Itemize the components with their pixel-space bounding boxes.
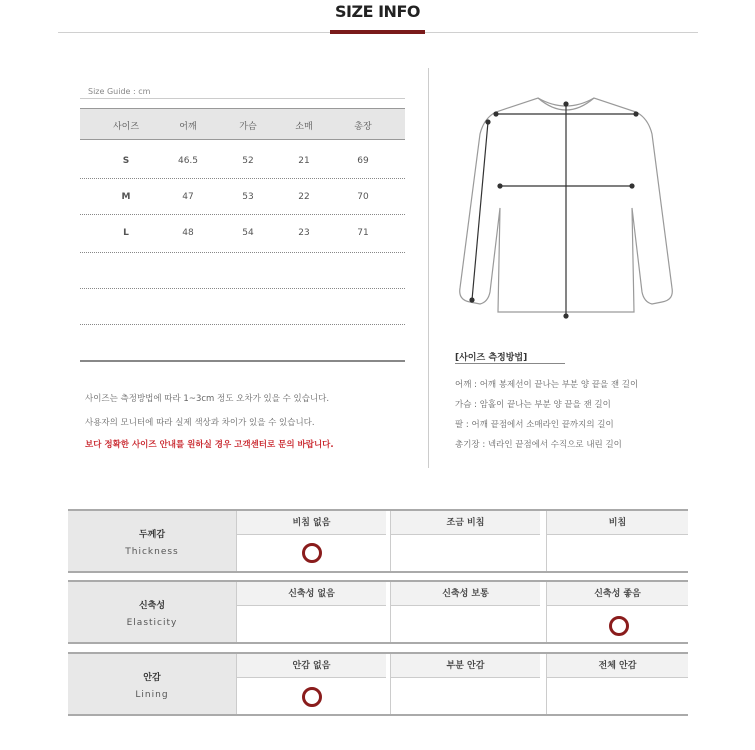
property-label-en: Thickness [125, 547, 179, 557]
property-option [236, 582, 386, 642]
method-title: [사이즈 측정방법] [455, 353, 528, 363]
guide-rule [80, 98, 405, 99]
property-elasticity [68, 580, 688, 644]
property-option [390, 582, 540, 642]
vertical-divider [428, 68, 429, 468]
table-bottom-rule [80, 360, 405, 362]
property-option [236, 654, 386, 714]
property-label-ko: 안감 [143, 673, 161, 683]
property-label [68, 511, 236, 571]
row-divider [80, 178, 405, 179]
property-thickness [68, 509, 688, 573]
property-option-label: 비침 없음 [237, 511, 386, 535]
property-option-label: 안감 없음 [237, 654, 386, 678]
selected-circle-icon [609, 616, 629, 636]
property-label [68, 654, 236, 714]
property-option-label: 신축성 없음 [237, 582, 386, 606]
note-contact: 보다 정확한 사이즈 안내를 원하실 경우 고객센터로 문의 바랍니다. [85, 440, 334, 450]
row-divider [80, 252, 405, 253]
row-divider [80, 214, 405, 215]
length-cell: 70 [357, 192, 369, 202]
chest-cell: 53 [242, 192, 254, 202]
size-cell: M [121, 192, 131, 202]
row-divider [80, 288, 405, 289]
method-length: 총기장 : 넥라인 끝점에서 수직으로 내린 길이 [455, 440, 622, 450]
column-header-shoulder: 어깨 [179, 122, 197, 132]
selected-circle-icon [302, 543, 322, 563]
length-cell: 71 [357, 228, 369, 238]
property-label-en: Elasticity [126, 618, 178, 628]
sleeve-cell: 23 [298, 228, 310, 238]
shoulder-cell: 48 [182, 228, 194, 238]
method-rule [455, 363, 565, 364]
property-option-label: 조금 비침 [391, 511, 540, 535]
property-option [546, 654, 688, 714]
method-shoulder: 어깨 : 어깨 봉제선이 끝나는 부분 양 끝을 잰 길이 [455, 380, 639, 390]
length-cell: 69 [357, 156, 369, 166]
method-chest: 가슴 : 암홀이 끝나는 부분 양 끝을 잰 길이 [455, 400, 611, 410]
shirt-diagram [448, 88, 684, 324]
sleeve-cell: 21 [298, 156, 310, 166]
column-header-chest: 가슴 [239, 122, 257, 132]
property-label-en: Lining [135, 690, 169, 700]
chest-cell: 52 [242, 156, 254, 166]
column-header-sleeve: 소매 [295, 122, 313, 132]
column-header-length: 총장 [354, 122, 372, 132]
chest-cell: 54 [242, 228, 254, 238]
column-header-size: 사이즈 [112, 122, 140, 132]
property-label-ko: 두께감 [138, 530, 166, 540]
property-lining [68, 652, 688, 716]
note-monitor: 사용자의 모니터에 따라 실제 색상과 차이가 있을 수 있습니다. [85, 418, 315, 428]
property-option [390, 511, 540, 571]
property-option-label: 신축성 좋음 [547, 582, 688, 606]
title-accent-bar [330, 30, 425, 34]
property-option-label: 부분 안감 [391, 654, 540, 678]
selected-circle-icon [302, 687, 322, 707]
property-label [68, 582, 236, 642]
shoulder-cell: 47 [182, 192, 194, 202]
measurement-arrows-icon [470, 102, 638, 318]
size-table-header [80, 108, 405, 140]
method-sleeve: 팔 : 어깨 끝점에서 소매라인 끝까지의 길이 [455, 420, 614, 430]
property-option [236, 511, 386, 571]
property-option [546, 582, 688, 642]
note-tolerance: 사이즈는 측정방법에 따라 1~3cm 정도 오차가 있을 수 있습니다. [85, 394, 330, 404]
row-divider [80, 324, 405, 325]
sleeve-cell: 22 [298, 192, 310, 202]
size-cell: L [123, 228, 129, 238]
property-label-ko: 신축성 [138, 601, 166, 611]
property-option-label: 신축성 보통 [391, 582, 540, 606]
property-option-label: 전체 안감 [547, 654, 688, 678]
size-cell: S [122, 156, 130, 166]
size-guide-label: Size Guide : cm [88, 87, 151, 96]
shoulder-cell: 46.5 [177, 156, 199, 166]
property-option [390, 654, 540, 714]
property-option-label: 비침 [547, 511, 688, 535]
property-option [546, 511, 688, 571]
page-title: SIZE INFO [335, 2, 420, 21]
